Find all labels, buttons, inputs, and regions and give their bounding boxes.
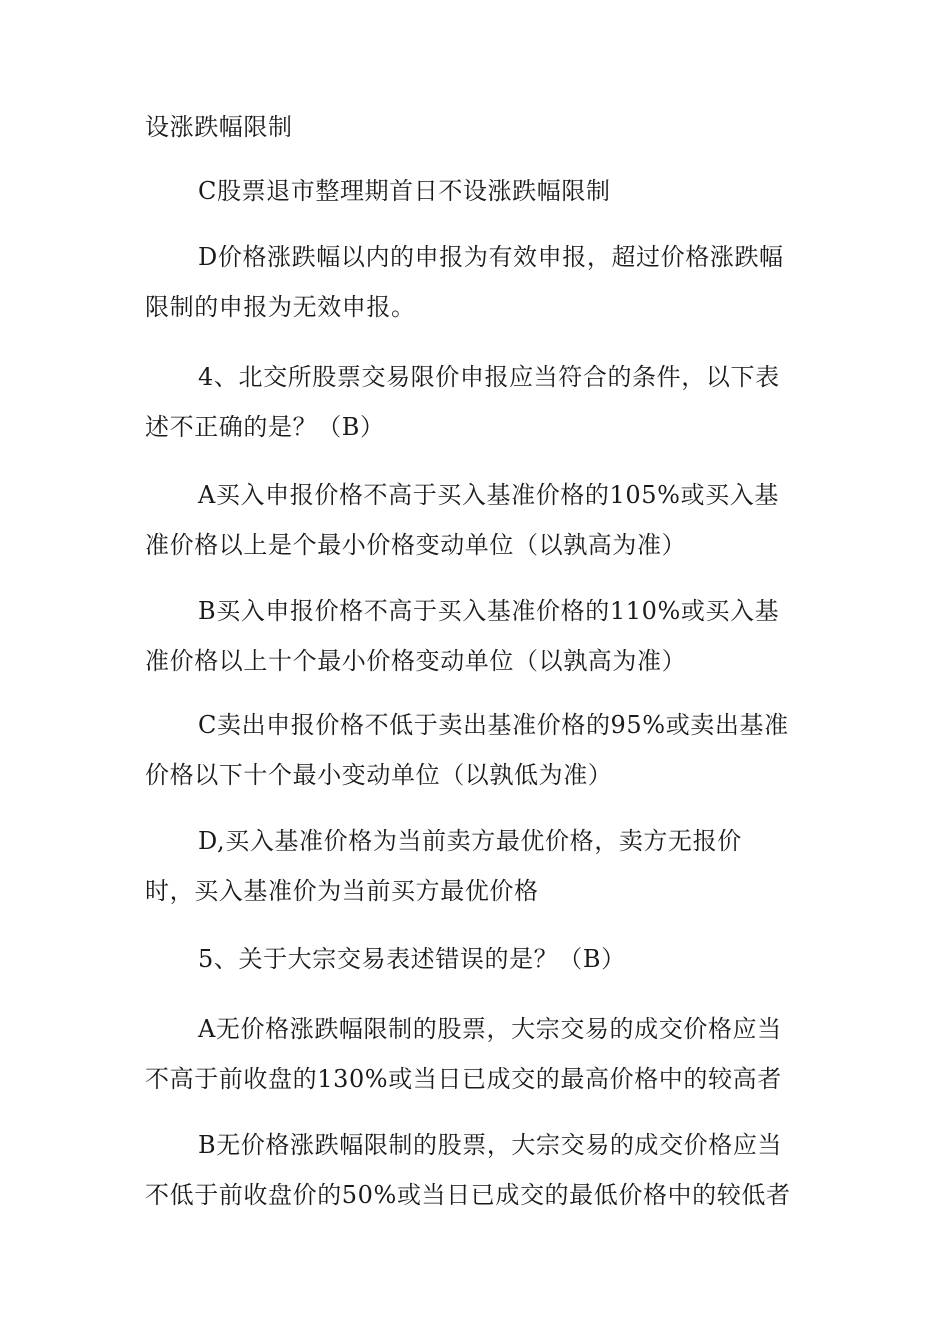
- text-line: 设涨跌幅限制: [145, 113, 293, 141]
- option-c-line: C卖出申报价格不低于卖出基准价格的95%或卖出基准: [198, 711, 789, 739]
- option-b-line: B买入申报价格不高于买入基准价格的110%或买入基: [198, 597, 780, 625]
- question-4-line: 述不正确的是？（B）: [145, 413, 385, 441]
- text-line: 时，买入基准价为当前买方最优价格: [145, 877, 539, 905]
- text-line: 准价格以上十个最小价格变动单位（以孰高为准）: [145, 647, 687, 675]
- text-line: 准价格以上是个最小价格变动单位（以孰高为准）: [145, 531, 687, 559]
- text-line: 不低于前收盘价的50%或当日已成交的最低价格中的较低者: [145, 1181, 791, 1209]
- option-b-line: B无价格涨跌幅限制的股票，大宗交易的成交价格应当: [198, 1131, 783, 1159]
- text-line: 不高于前收盘的130%或当日已成交的最高价格中的较高者: [145, 1065, 782, 1093]
- option-c-line: C股票退市整理期首日不设涨跌幅限制: [198, 177, 611, 205]
- text-line: 价格以下十个最小变动单位（以孰低为准）: [145, 761, 613, 789]
- option-d-line: D价格涨跌幅以内的申报为有效申报，超过价格涨跌幅: [198, 243, 784, 271]
- option-d-line: D,买入基准价格为当前卖方最优价格，卖方无报价: [198, 827, 742, 855]
- option-a-line: A无价格涨跌幅限制的股票，大宗交易的成交价格应当: [198, 1015, 782, 1043]
- text-line: 限制的申报为无效申报。: [145, 293, 416, 321]
- option-a-line: A买入申报价格不高于买入基准价格的105%或买入基: [198, 481, 779, 509]
- question-5-line: 5、关于大宗交易表述错误的是？（B）: [198, 945, 626, 973]
- question-4-line: 4、北交所股票交易限价申报应当符合的条件，以下表: [198, 363, 780, 391]
